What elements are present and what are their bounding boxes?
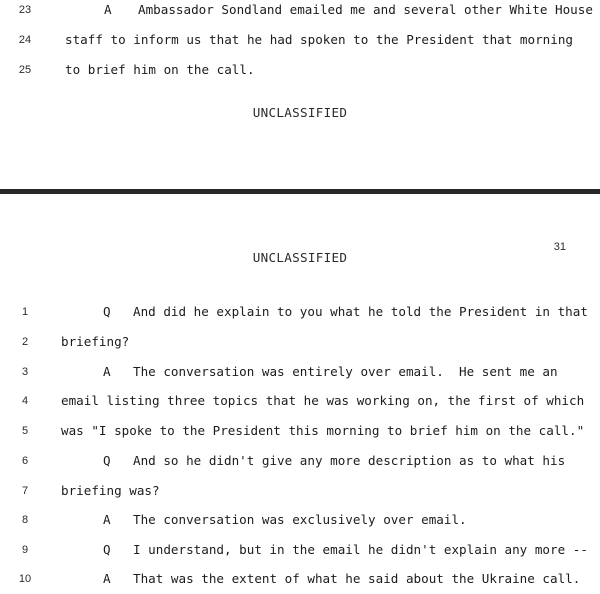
transcript-line <box>0 540 600 560</box>
speaker-label: Q <box>103 304 111 319</box>
transcript-text: briefing? <box>61 334 130 349</box>
transcript-line <box>0 481 600 501</box>
line-number: 7 <box>21 485 29 497</box>
transcript-text: And so he didn't give any more description as to what his <box>133 453 566 468</box>
speaker-label: Q <box>103 453 111 468</box>
speaker-label: A <box>103 571 111 586</box>
transcript-text: The conversation was exclusively over email. <box>133 512 467 527</box>
page-number: 31 <box>553 241 566 253</box>
transcript-text: was "I spoke to the President this morning to brief him on the call." <box>61 423 585 438</box>
line-number: 5 <box>21 425 29 437</box>
transcript-page-top <box>0 0 600 190</box>
transcript-text: That was the extent of what he said about the Ukraine call. <box>133 571 581 586</box>
speaker-label: A <box>103 512 111 527</box>
transcript-text: The conversation was entirely over email. He sent me an <box>133 364 558 379</box>
line-number: 25 <box>18 64 32 76</box>
transcript-text: briefing was? <box>61 483 160 498</box>
transcript-text: Ambassador Sondland emailed me and several other White House <box>138 2 593 17</box>
transcript-line <box>0 391 600 411</box>
line-number: 4 <box>21 395 29 407</box>
transcript-line <box>0 30 600 50</box>
line-number: 2 <box>21 336 29 348</box>
transcript-line <box>0 302 600 322</box>
transcript-page-bottom <box>0 196 600 594</box>
transcript-line <box>0 569 600 589</box>
line-number: 23 <box>18 4 32 16</box>
classification-footer: UNCLASSIFIED <box>252 105 348 120</box>
line-number: 10 <box>18 573 32 585</box>
line-number: 8 <box>21 514 29 526</box>
transcript-text: And did he explain to you what he told the President in that <box>133 304 588 319</box>
line-number: 9 <box>21 544 29 556</box>
transcript-line <box>0 332 600 352</box>
transcript-line <box>0 510 600 530</box>
transcript-line <box>0 0 600 20</box>
classification-header: UNCLASSIFIED <box>252 250 348 265</box>
transcript-line <box>0 60 600 80</box>
speaker-label: A <box>104 2 112 17</box>
transcript-text: to brief him on the call. <box>65 62 255 77</box>
transcript-text: staff to inform us that he had spoken to the President that morning <box>65 32 573 47</box>
line-number: 1 <box>21 306 29 318</box>
transcript-line <box>0 362 600 382</box>
page-divider <box>0 189 600 194</box>
transcript-text: email listing three topics that he was working on, the first of which <box>61 393 585 408</box>
speaker-label: A <box>103 364 111 379</box>
line-number: 3 <box>21 366 29 378</box>
transcript-line <box>0 421 600 441</box>
transcript-line <box>0 451 600 471</box>
transcript-text: I understand, but in the email he didn't explain any more -- <box>133 542 588 557</box>
speaker-label: Q <box>103 542 111 557</box>
line-number: 24 <box>18 34 32 46</box>
line-number: 6 <box>21 455 29 467</box>
